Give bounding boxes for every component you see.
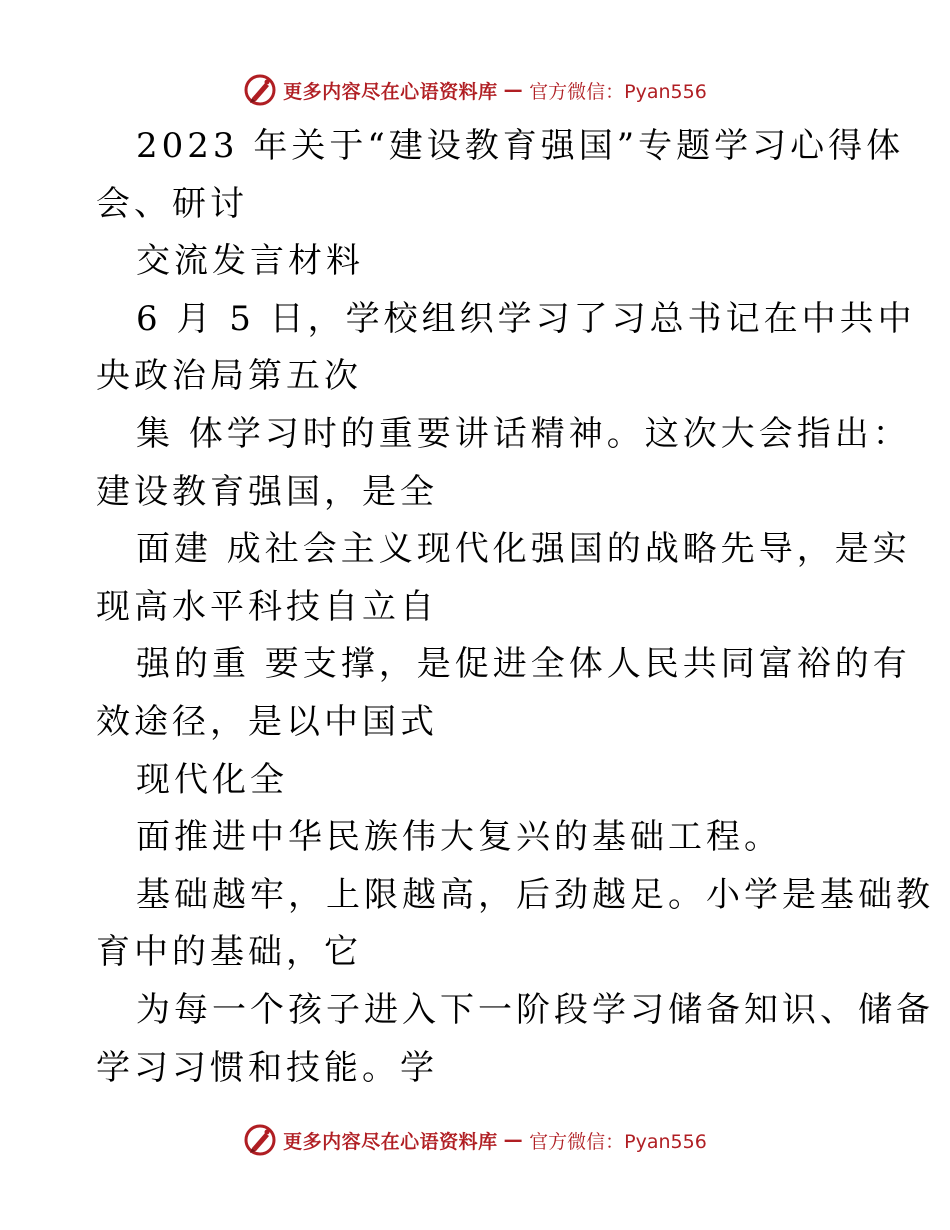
pen-logo-icon (243, 73, 277, 107)
document-line: 学习习惯和技能。学 (96, 1047, 438, 1088)
document-line: 建设教育强国，是全 (96, 471, 438, 512)
banner-dash: — (503, 1129, 524, 1151)
header-banner (0, 70, 950, 110)
document-line: 央政治局第五次 (96, 356, 362, 397)
document-body (96, 118, 934, 1097)
document-line: 面建 成社会主义现代化强国的战略先导，是实 (136, 529, 911, 570)
promo-text: 更多内容尽在心语资料库 (283, 80, 498, 103)
pen-logo-icon (243, 1123, 277, 1157)
promo-text: 更多内容尽在心语资料库 (283, 1130, 498, 1153)
document-line: 现代化全 (136, 759, 288, 800)
document-line: 强的重 要支撑，是促进全体人民共同富裕的有 (136, 644, 911, 685)
document-line: 育中的基础，它 (96, 932, 362, 973)
wechat-contact: 官方微信：Pyan556 (529, 80, 707, 103)
banner-dash: — (503, 79, 524, 101)
document-line: 6 月 5 日，学校组织学习了习总书记在中共中 (136, 298, 916, 339)
document-line: 会、研讨 (96, 183, 248, 224)
footer-banner (0, 1120, 950, 1160)
document-line: 2023 年关于“建设教育强国”专题学习心得体 (136, 126, 905, 166)
document-line: 现高水平科技自立自 (96, 586, 438, 627)
document-line: 面推进中华民族伟大复兴的基础工程。 (136, 817, 782, 858)
wechat-contact: 官方微信：Pyan556 (529, 1130, 707, 1153)
document-line: 基础越牢，上限越高，后劲越足。小学是基础教 (136, 874, 934, 915)
document-line: 为每一个孩子进入下一阶段学习储备知识、储备 (136, 989, 934, 1030)
document-line: 效途径，是以中国式 (96, 701, 438, 742)
document-line: 交流发言材料 (136, 241, 364, 282)
document-line: 集 体学习时的重要讲话精神。这次大会指出： (136, 413, 911, 454)
